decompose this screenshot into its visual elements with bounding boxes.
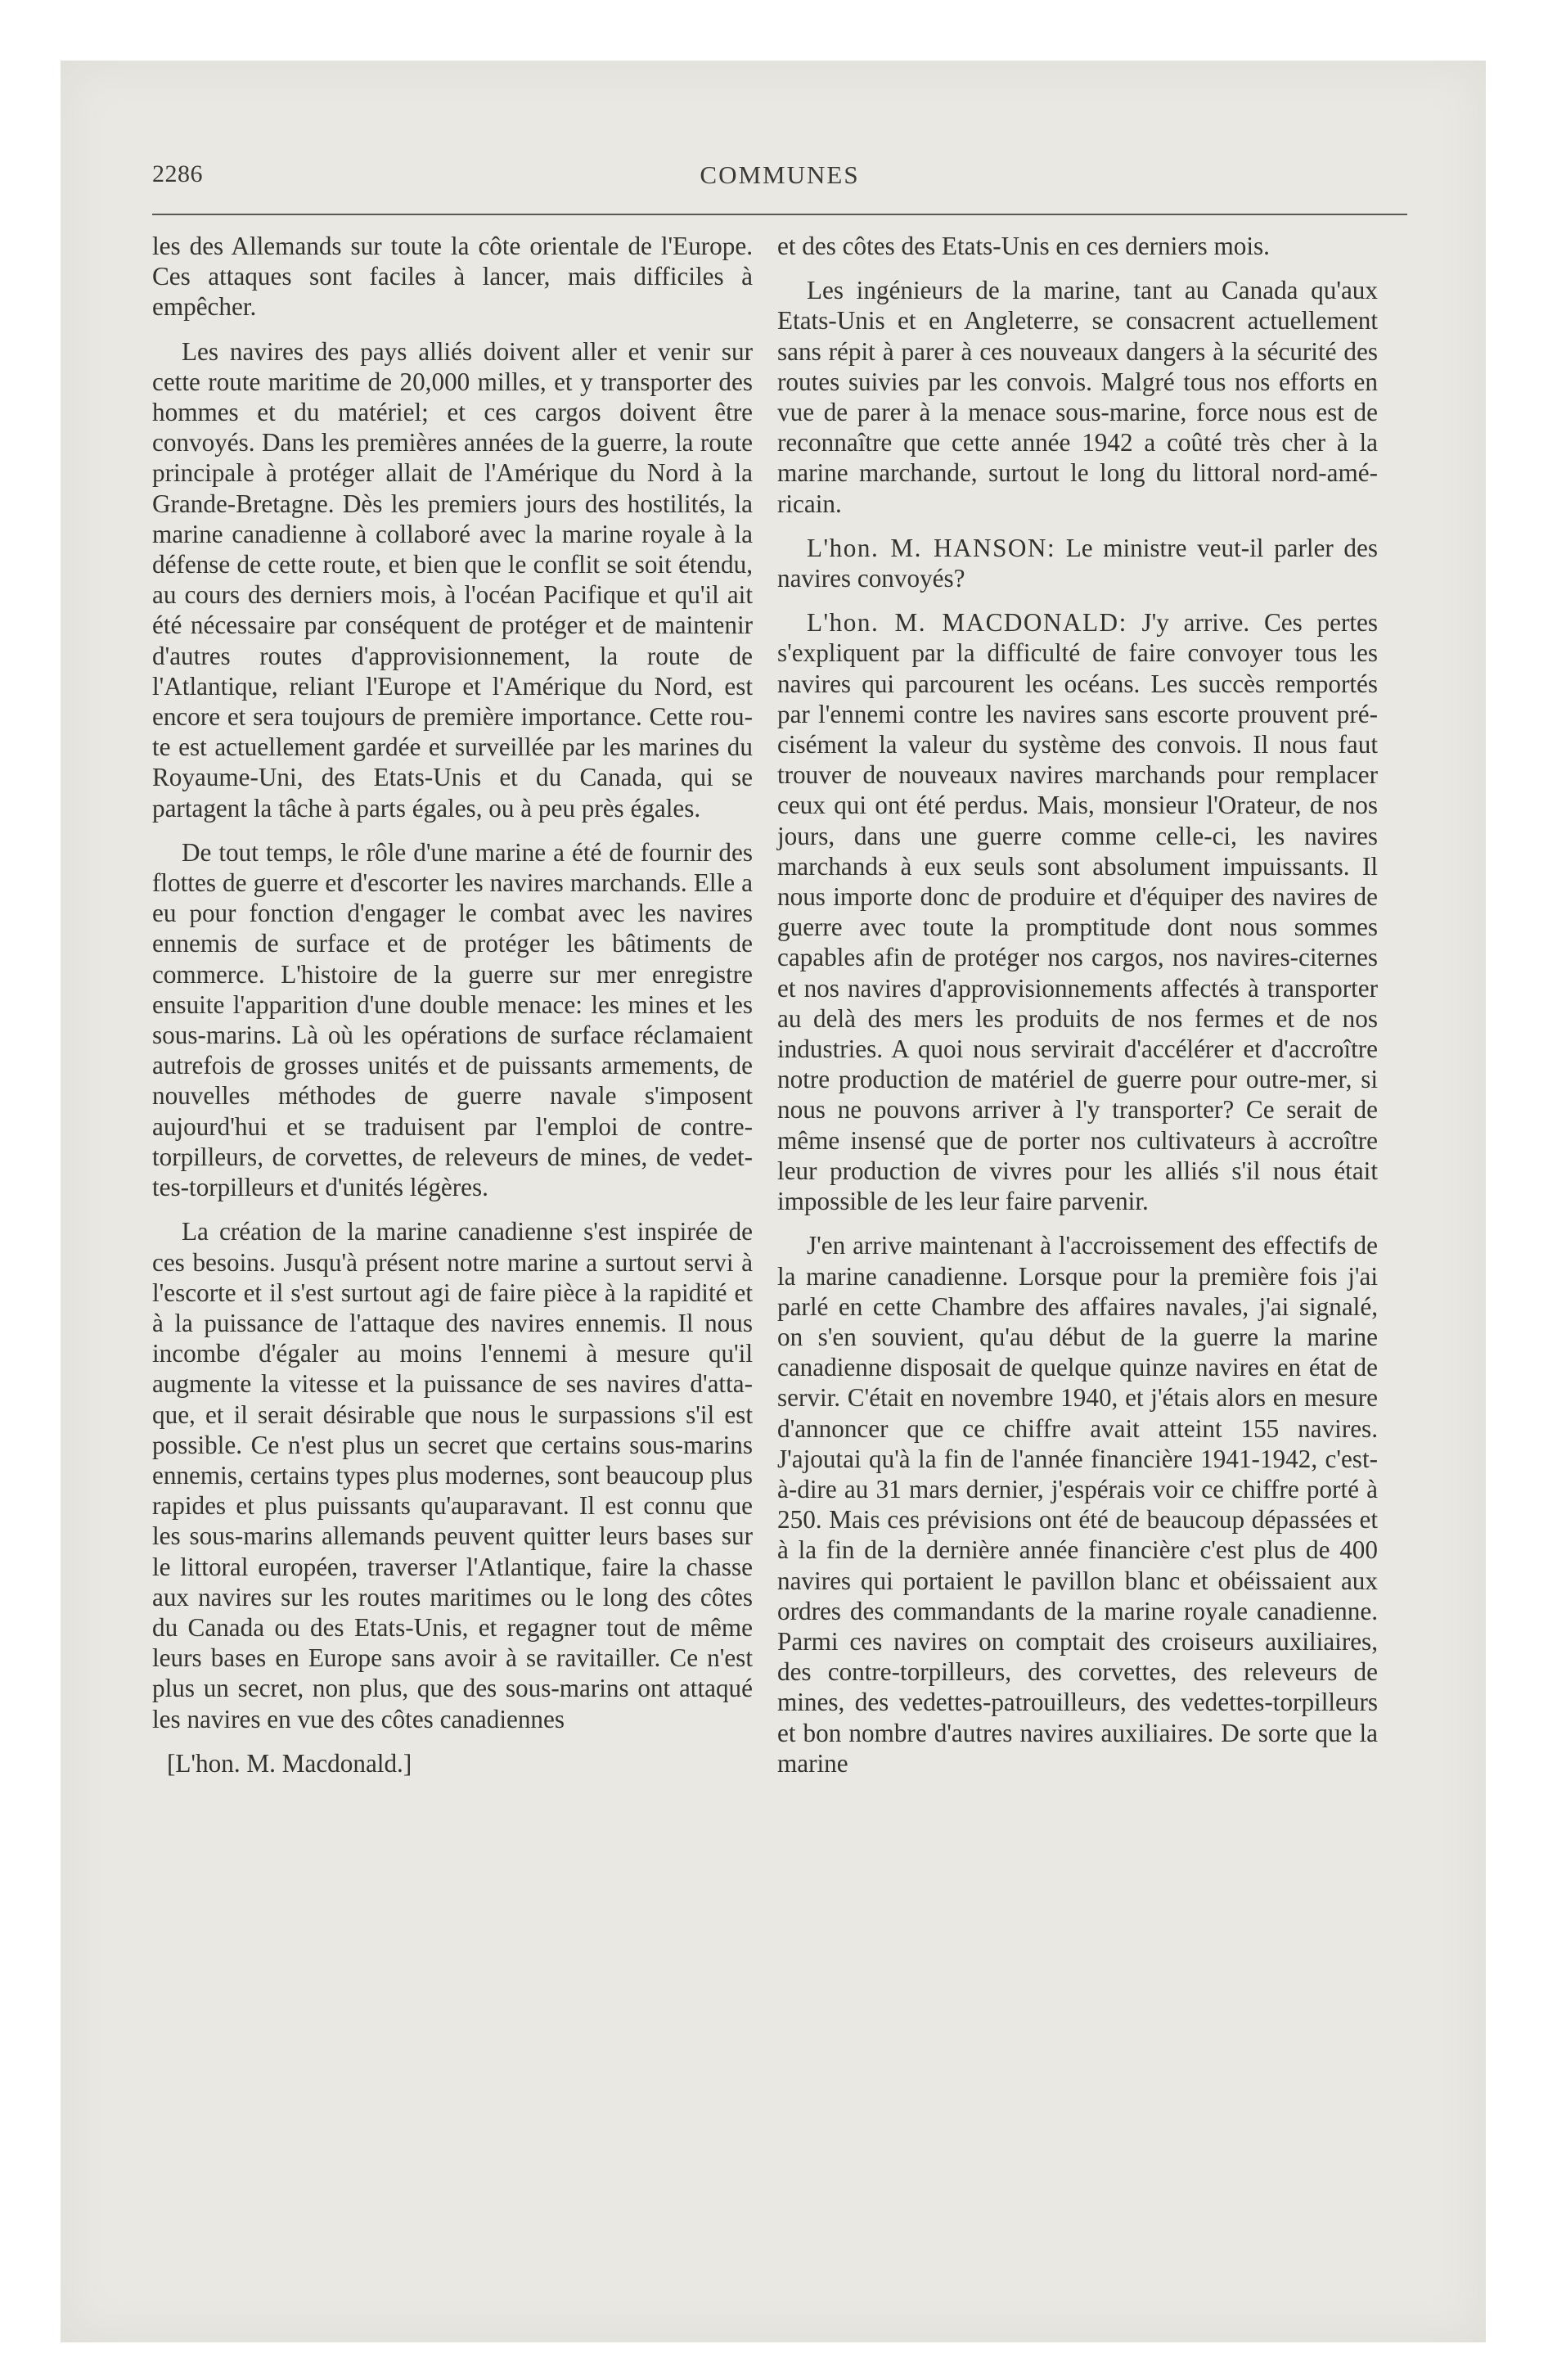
page-header <box>152 160 1407 201</box>
paragraph: La création de la marine canadienne s'est inspirée de ces besoins. Jusqu'à présent notre marine a surtout servi à l'escorte et il s'est surtout agi de faire pièce à la rapidité et à la puissance de l'attaque des navires ennemis. Il nous incombe d'égaler au moins l'ennemi à mesure qu'il augmente la vitesse et la puissance de ses navires d'attaque, et il serait désirable que nous le surpassions s'il est possible. Ce n'est plus un secret que certains sous-marins ennemis, certains types plus modernes, sont beaucoup plus rapides et plus puissants qu'auparavant. Il est connu que les sous-marins allemands peuvent quitter leurs bases sur le littoral européen, traverser l'Atlantique, faire la chasse aux navires sur les routes maritimes ou le long des côtes du Canada ou des Etats-Unis, et regagner tout de même leurs bases en Europe sans avoir à se ravitailler. Ce n'est plus un secret, non plus, que des sous-marins ont attaqué les navires en vue des côtes canadiennes <box>152 1217 753 1733</box>
running-title: COMMUNES <box>700 160 860 189</box>
page-number: 2286 <box>152 160 203 187</box>
speech-text: J'y arrive. Ces pertes s'expliquent par la difficulté de faire convoyer tous les navires qui parcourent les océans. Les succès remportés par l'ennemi contre les navires sans escorte prouvent précisément la valeur du système des convois. Il nous faut trouver de nouveaux navires marchands pour remplacer ceux qui ont été perdus. Mais, monsieur l'Orateur, de nos jours, dans une guerre comme celle-ci, les navires marchands à eux seuls sont absolument impuissants. Il nous importe donc de produire et d'équiper des navires de guerre avec toute la promptitude dont nous sommes capables afin de protéger nos cargos, nos navires-citernes et nos navires d'approvisionnements affectés à transporter au delà des mers les produits de nos fermes et de nos industries. A quoi nous servirait d'accélérer et d'accroître notre production de matériel de guerre pour outre-mer, si nous ne pouvons arriver à l'y transporter? Ce serait de même insensé que de porter nos cultivateurs à accroître leur production de vivres pour les alliés s'il nous était impossible de les leur faire parvenir. <box>777 608 1378 1216</box>
speaker-attribution: [L'hon. M. Macdonald.] <box>167 1748 412 1778</box>
paragraph: De tout temps, le rôle d'une marine a été de fournir des flottes de guerre et d'escorter les navires marchands. Elle a eu pour fonction d'engager le combat avec les navires ennemis de surface et de protéger les bâtiments de commerce. L'histoire de la guerre sur mer enregistre ensuite l'apparition d'une double menace: les mines et les sous-marins. Là où les opérations de surface réclamaient autrefois de grosses unités et de puissants armements, de nouvelles méthodes de guerre navale s'imposent aujourd'hui et se traduisent par l'emploi de contre-torpilleurs, de corvettes, de releveurs de mines, de vedettes-torpilleurs et d'unités légères. <box>152 837 753 1202</box>
paragraph: et des côtes des Etats-Unis en ces derniers mois. <box>777 232 1270 260</box>
paragraph: Les ingénieurs de la marine, tant au Canada qu'aux Etats-Unis et en Angleterre, se consacrent actuellement sans répit à parer à ces nouveaux dangers à la sécurité des routes suivies par les convois. Malgré tous nos efforts en vue de parer à la menace sous-marine, force nous est de reconnaître que cette année 1942 a coûté très cher à la marine marchande, surtout le long du littoral nord-américain. <box>777 276 1378 518</box>
header-rule <box>152 214 1407 215</box>
speaker-name: L'hon. M. MACDONALD: <box>807 608 1127 638</box>
paragraph <box>777 533 1378 593</box>
right-column <box>777 231 1378 1792</box>
speech-text: Le ministre veut-il parler des navires convoyés? <box>777 533 1378 593</box>
paragraph: les des Allemands sur toute la côte orientale de l'Europe. Ces attaques sont faciles à lancer, mais difficiles à empêcher. <box>152 232 753 322</box>
left-column <box>152 231 753 1792</box>
paragraph: Les navires des pays alliés doivent aller et venir sur cette route maritime de 20,000 milles, et y transporter des hommes et du matériel; et ces cargos doivent être convoyés. Dans les premières années de la guerre, la route principale à protéger allait de l'Amérique du Nord à la Grande-Bretagne. Dès les premiers jours des hostilités, la marine canadienne à collaboré avec la marine royale à la défense de cette route, et bien que le conflit se soit étendu, au cours des derniers mois, à l'océan Pacifique et qu'il ait été nécessaire par conséquent de protéger et de maintenir d'autres routes d'approvisionnement, la route de l'Atlantique, reliant l'Europe et l'Amérique du Nord, est encore et sera toujours de première importance. Cette route est actuellement gardée et surveillée par les marines du Royaume-Uni, des Etats-Unis et du Canada, qui se partagent la tâche à parts égales, ou à peu près égales. <box>152 336 753 823</box>
paragraph: J'en arrive maintenant à l'accroissement des effectifs de la marine canadienne. Lorsque pour la première fois j'ai parlé en cette Chambre des affaires navales, j'ai signalé, on s'en souvient, qu'au début de la guerre la marine canadienne disposait de quelque quinze navires en état de servir. C'était en novembre 1940, et j'étais alors en mesure d'annoncer que ce chiffre avait atteint 155 navires. J'ajoutai qu'à la fin de l'année financière 1941-1942, c'est-à-dire au 31 mars dernier, j'espérais voir ce chiffre porté à 250. Mais ces prévisions ont été de beaucoup dépassées et à la fin de la dernière année financière c'est plus de 400 navires qui portaient le pavillon blanc et obéissaient aux ordres des commandants de la marine royale canadienne. Parmi ces navires on comptait des croiseurs auxiliaires, des contre-torpilleurs, des corvettes, des releveurs de mines, des vedettes-patrouilleurs, des vedettes-torpilleurs et bon nombre d'autres navires auxiliaires. De sorte que la marine <box>777 1231 1378 1778</box>
speaker-name: L'hon. M. HANSON: <box>807 533 1056 562</box>
paragraph <box>777 607 1378 1216</box>
